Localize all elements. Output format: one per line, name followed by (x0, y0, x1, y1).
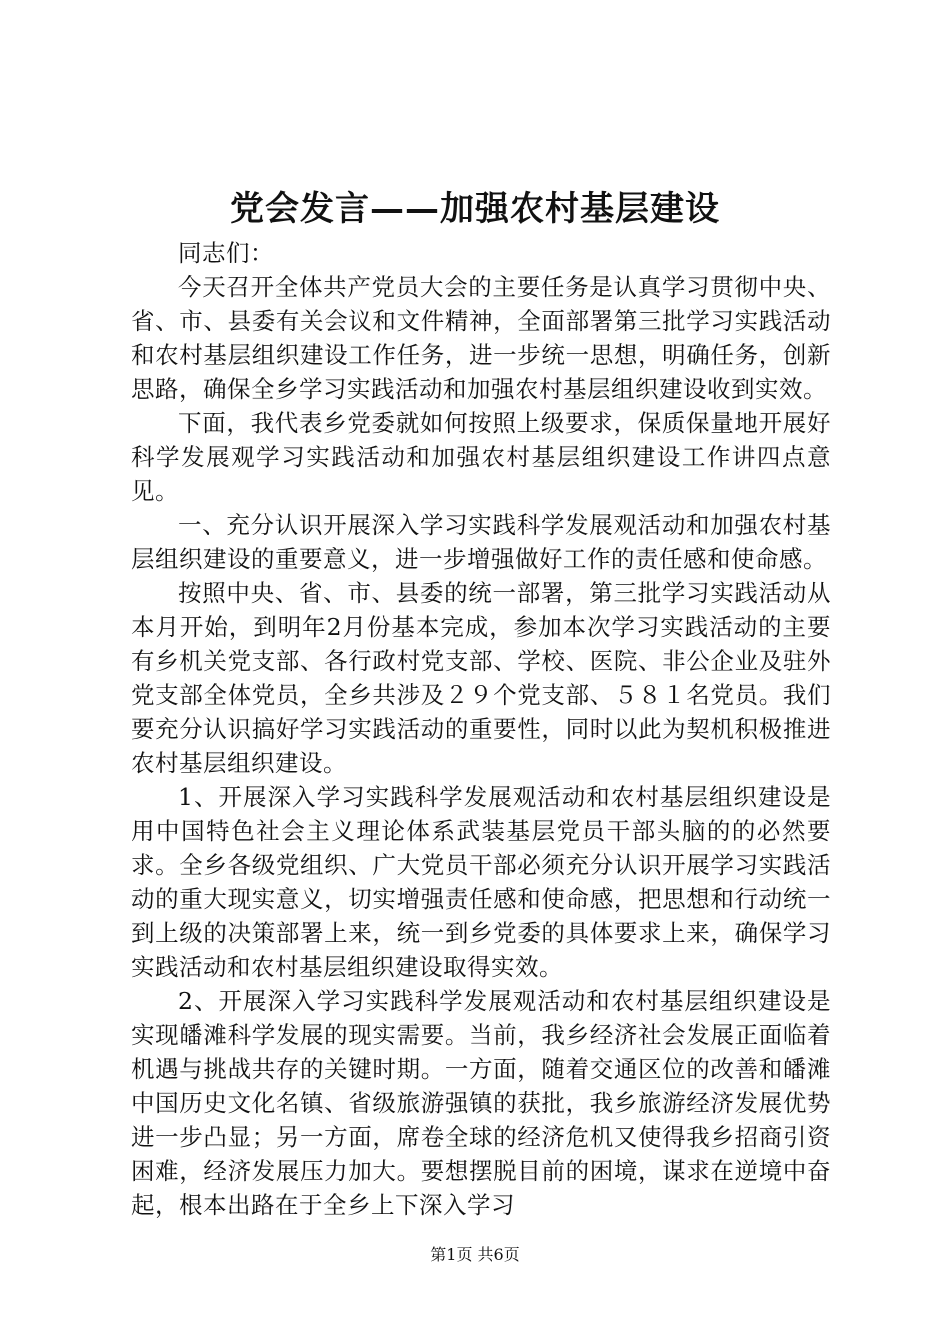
paragraph: 2、开展深入学习实践科学发展观活动和农村基层组织建设是实现皤滩科学发展的现实需要。当前，我乡经济社会发展正面临着机遇与挑战共存的关键时期。一方面，随着交通区位的改善和皤滩中国历史文化名镇、省级旅游强镇的获批，我乡旅游经济发展优势进一步凸显；另一方面，席卷全球的经济危机又使得我乡招商引资困难，经济发展压力加大。要想摆脱目前的困境，谋求在逆境中奋起，根本出路在于全乡上下深入学习 (131, 987, 831, 1219)
paragraph: 今天召开全体共产党员大会的主要任务是认真学习贯彻中央、省、市、县委有关会议和文件精神，全面部署第三批学习实践活动和农村基层组织建设工作任务，进一步统一思想，明确任务，创新思路，确保全乡学习实践活动和加强农村基层组织建设收到实效。 (131, 273, 831, 403)
document-body (131, 236, 831, 1222)
paragraph-salutation: 同志们： (178, 239, 274, 267)
paragraph: 下面，我代表乡党委就如何按照上级要求，保质保量地开展好科学发展观学习实践活动和加强农村基层组织建设工作讲四点意见。 (131, 409, 831, 505)
paragraph: 1、开展深入学习实践科学发展观活动和农村基层组织建设是用中国特色社会主义理论体系武装基层党员干部头脑的的必然要求。全乡各级党组织、广大党员干部必须充分认识开展学习实践活动的重大现实意义，切实增强责任感和使命感，把思想和行动统一到上级的决策部署上来，统一到乡党委的具体要求上来，确保学习实践活动和农村基层组织建设取得实效。 (131, 783, 831, 981)
page-number: 第1页 共6页 (430, 1245, 520, 1264)
paragraph-section-heading: 一、充分认识开展深入学习实践科学发展观活动和加强农村基层组织建设的重要意义，进一步增强做好工作的责任感和使命感。 (131, 511, 831, 573)
paragraph: 按照中央、省、市、县委的统一部署，第三批学习实践活动从本月开始，到明年2月份基本完成，参加本次学习实践活动的主要有乡机关党支部、各行政村党支部、学校、医院、非公企业及驻外党支部全体党员，全乡共涉及２９个党支部、５８１名党员。我们要充分认识搞好学习实践活动的重要性，同时以此为契机积极推进农村基层组织建设。 (131, 579, 831, 777)
document-title: 党会发言——加强农村基层建设 (230, 189, 720, 229)
